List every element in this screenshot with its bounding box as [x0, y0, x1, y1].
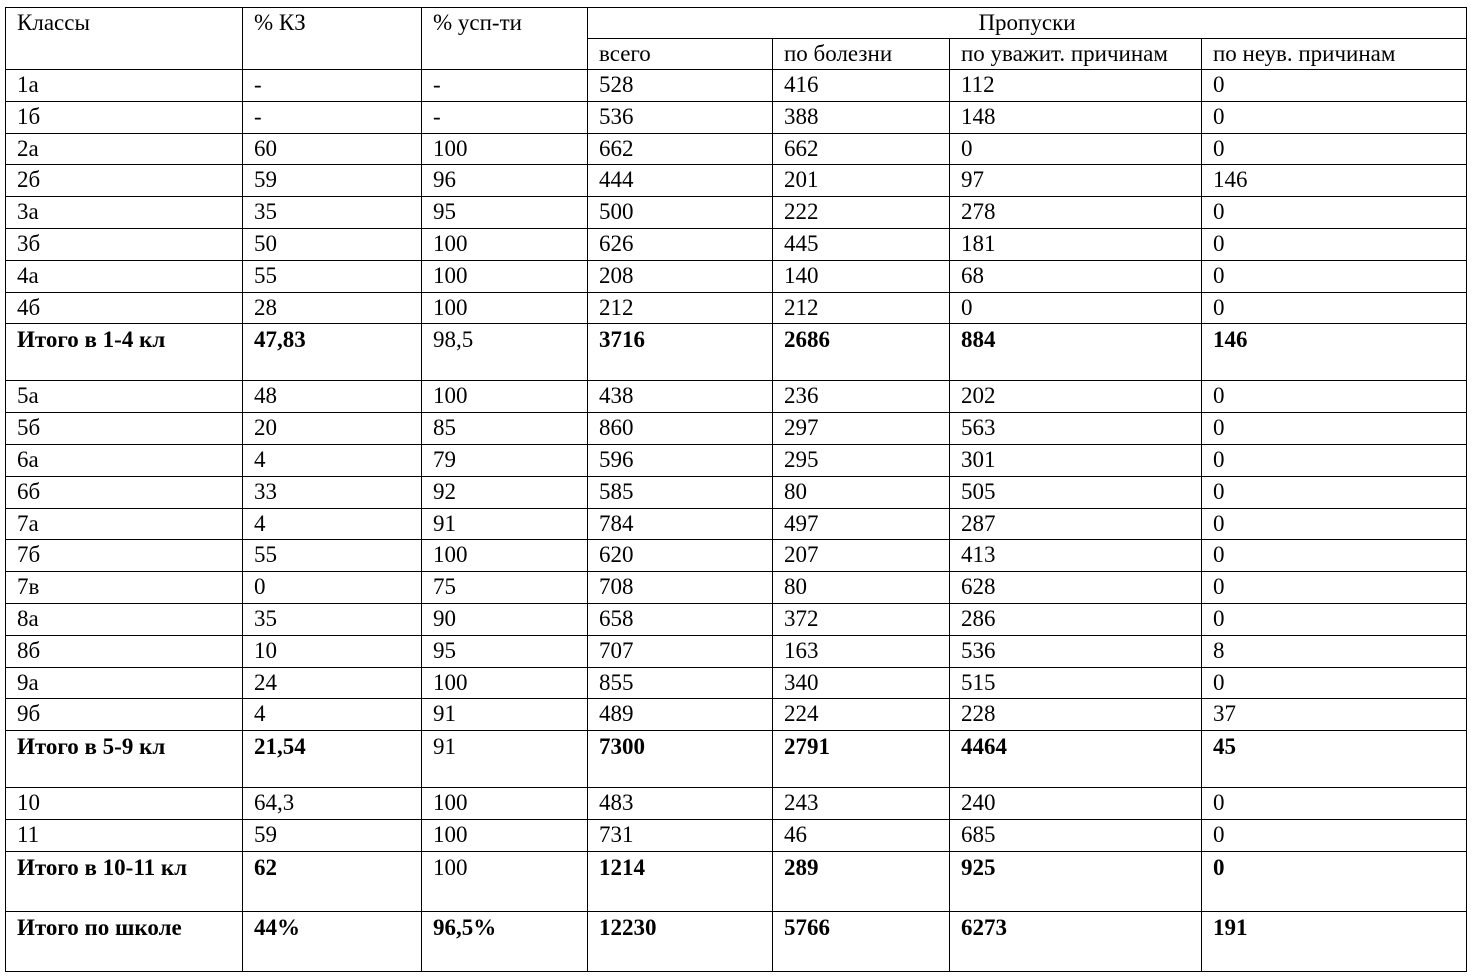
table-row [6, 228, 1467, 260]
kz-cell: 21,54 [243, 731, 422, 788]
class-cell: 3а [6, 197, 243, 229]
unexcused-cell: 0 [1202, 572, 1467, 604]
table-row [6, 819, 1467, 851]
kz-cell: 10 [243, 635, 422, 667]
total-cell: 860 [588, 413, 773, 445]
table-row [6, 572, 1467, 604]
unexcused-cell: 146 [1202, 324, 1467, 381]
success-cell: 92 [422, 476, 588, 508]
unexcused-cell: 0 [1202, 851, 1467, 911]
class-cell: Итого в 5-9 кл [6, 731, 243, 788]
excused-cell: 0 [950, 133, 1202, 165]
kz-cell: 4 [243, 444, 422, 476]
table-body [6, 70, 1467, 972]
illness-cell: 80 [773, 476, 950, 508]
total-cell: 707 [588, 635, 773, 667]
table-row [6, 70, 1467, 102]
class-cell: 11 [6, 819, 243, 851]
class-cell: 8а [6, 603, 243, 635]
illness-cell: 497 [773, 508, 950, 540]
total-cell: 626 [588, 228, 773, 260]
excused-cell: 202 [950, 381, 1202, 413]
class-cell: 7а [6, 508, 243, 540]
success-cell: 96,5% [422, 911, 588, 971]
illness-cell: 662 [773, 133, 950, 165]
header-illness: по болезни [773, 39, 950, 70]
illness-cell: 80 [773, 572, 950, 604]
excused-cell: 68 [950, 260, 1202, 292]
class-cell: Итого по школе [6, 911, 243, 971]
class-cell: 1а [6, 70, 243, 102]
class-cell: 3б [6, 228, 243, 260]
excused-cell: 301 [950, 444, 1202, 476]
kz-cell: 35 [243, 603, 422, 635]
success-cell: 91 [422, 699, 588, 731]
unexcused-cell: 0 [1202, 540, 1467, 572]
total-cell: 1214 [588, 851, 773, 911]
class-cell: 1б [6, 101, 243, 133]
kz-cell: 48 [243, 381, 422, 413]
excused-cell: 925 [950, 851, 1202, 911]
total-cell: 12230 [588, 911, 773, 971]
unexcused-cell: 191 [1202, 911, 1467, 971]
kz-cell: 44% [243, 911, 422, 971]
table-row [6, 165, 1467, 197]
unexcused-cell: 45 [1202, 731, 1467, 788]
excused-cell: 6273 [950, 911, 1202, 971]
table-row [6, 197, 1467, 229]
kz-cell: 59 [243, 819, 422, 851]
class-cell: 10 [6, 788, 243, 820]
table-row [6, 603, 1467, 635]
class-cell: 6б [6, 476, 243, 508]
illness-cell: 295 [773, 444, 950, 476]
kz-cell: 59 [243, 165, 422, 197]
total-cell: 489 [588, 699, 773, 731]
success-cell: 91 [422, 508, 588, 540]
unexcused-cell: 0 [1202, 197, 1467, 229]
unexcused-cell: 0 [1202, 476, 1467, 508]
total-cell: 585 [588, 476, 773, 508]
success-cell: 100 [422, 228, 588, 260]
class-cell: Итого в 10-11 кл [6, 851, 243, 911]
total-cell: 7300 [588, 731, 773, 788]
illness-cell: 212 [773, 292, 950, 324]
total-cell: 596 [588, 444, 773, 476]
kz-cell: - [243, 70, 422, 102]
illness-cell: 243 [773, 788, 950, 820]
table-row [6, 101, 1467, 133]
excused-cell: 181 [950, 228, 1202, 260]
success-cell: 100 [422, 292, 588, 324]
success-cell: - [422, 101, 588, 133]
unexcused-cell: 0 [1202, 133, 1467, 165]
total-cell: 438 [588, 381, 773, 413]
excused-cell: 278 [950, 197, 1202, 229]
illness-cell: 372 [773, 603, 950, 635]
illness-cell: 222 [773, 197, 950, 229]
illness-cell: 445 [773, 228, 950, 260]
unexcused-cell: 37 [1202, 699, 1467, 731]
table-row [6, 476, 1467, 508]
illness-cell: 2791 [773, 731, 950, 788]
excused-cell: 505 [950, 476, 1202, 508]
attendance-table [5, 7, 1467, 972]
table-row [6, 292, 1467, 324]
total-cell: 662 [588, 133, 773, 165]
header-total: всего [588, 39, 773, 70]
table-row [6, 540, 1467, 572]
excused-cell: 286 [950, 603, 1202, 635]
success-cell: 100 [422, 133, 588, 165]
illness-cell: 201 [773, 165, 950, 197]
illness-cell: 2686 [773, 324, 950, 381]
class-cell: 7б [6, 540, 243, 572]
excused-cell: 4464 [950, 731, 1202, 788]
success-cell: 100 [422, 260, 588, 292]
illness-cell: 163 [773, 635, 950, 667]
unexcused-cell: 0 [1202, 603, 1467, 635]
kz-cell: 35 [243, 197, 422, 229]
illness-cell: 46 [773, 819, 950, 851]
unexcused-cell: 146 [1202, 165, 1467, 197]
unexcused-cell: 0 [1202, 260, 1467, 292]
success-cell: 75 [422, 572, 588, 604]
excused-cell: 515 [950, 667, 1202, 699]
illness-cell: 207 [773, 540, 950, 572]
table-row [6, 260, 1467, 292]
illness-cell: 224 [773, 699, 950, 731]
success-cell: 91 [422, 731, 588, 788]
header-success: % усп-ти [422, 8, 588, 70]
kz-cell: 24 [243, 667, 422, 699]
success-cell: 100 [422, 788, 588, 820]
unexcused-cell: 0 [1202, 381, 1467, 413]
illness-cell: 140 [773, 260, 950, 292]
header-classes: Классы [6, 8, 243, 70]
class-cell: 8б [6, 635, 243, 667]
success-cell: - [422, 70, 588, 102]
success-cell: 85 [422, 413, 588, 445]
total-cell: 658 [588, 603, 773, 635]
excused-cell: 148 [950, 101, 1202, 133]
unexcused-cell: 0 [1202, 292, 1467, 324]
unexcused-cell: 0 [1202, 228, 1467, 260]
excused-cell: 228 [950, 699, 1202, 731]
kz-cell: 0 [243, 572, 422, 604]
total-cell: 731 [588, 819, 773, 851]
subtotal-row [6, 731, 1467, 788]
kz-cell: 62 [243, 851, 422, 911]
kz-cell: 4 [243, 508, 422, 540]
excused-cell: 536 [950, 635, 1202, 667]
excused-cell: 563 [950, 413, 1202, 445]
total-cell: 500 [588, 197, 773, 229]
unexcused-cell: 0 [1202, 508, 1467, 540]
excused-cell: 628 [950, 572, 1202, 604]
unexcused-cell: 0 [1202, 788, 1467, 820]
excused-cell: 240 [950, 788, 1202, 820]
class-cell: 5б [6, 413, 243, 445]
illness-cell: 416 [773, 70, 950, 102]
kz-cell: 4 [243, 699, 422, 731]
success-cell: 79 [422, 444, 588, 476]
success-cell: 90 [422, 603, 588, 635]
unexcused-cell: 0 [1202, 413, 1467, 445]
unexcused-cell: 0 [1202, 444, 1467, 476]
kz-cell: 60 [243, 133, 422, 165]
class-cell: 4а [6, 260, 243, 292]
unexcused-cell: 0 [1202, 667, 1467, 699]
subtotal-row [6, 851, 1467, 911]
success-cell: 95 [422, 197, 588, 229]
illness-cell: 340 [773, 667, 950, 699]
header-unexcused: по неув. причинам [1202, 39, 1467, 70]
table-row [6, 788, 1467, 820]
kz-cell: - [243, 101, 422, 133]
total-cell: 620 [588, 540, 773, 572]
excused-cell: 112 [950, 70, 1202, 102]
success-cell: 100 [422, 851, 588, 911]
table-row [6, 699, 1467, 731]
excused-cell: 685 [950, 819, 1202, 851]
class-cell: 2б [6, 165, 243, 197]
kz-cell: 55 [243, 260, 422, 292]
success-cell: 98,5 [422, 324, 588, 381]
class-cell: 5а [6, 381, 243, 413]
excused-cell: 413 [950, 540, 1202, 572]
kz-cell: 55 [243, 540, 422, 572]
header-absences: Пропуски [588, 8, 1467, 39]
success-cell: 100 [422, 819, 588, 851]
unexcused-cell: 0 [1202, 70, 1467, 102]
header-excused: по уважит. причинам [950, 39, 1202, 70]
table-row [6, 444, 1467, 476]
kz-cell: 64,3 [243, 788, 422, 820]
total-cell: 784 [588, 508, 773, 540]
excused-cell: 97 [950, 165, 1202, 197]
class-cell: 6а [6, 444, 243, 476]
class-cell: 2а [6, 133, 243, 165]
unexcused-cell: 0 [1202, 819, 1467, 851]
total-cell: 444 [588, 165, 773, 197]
kz-cell: 47,83 [243, 324, 422, 381]
total-cell: 528 [588, 70, 773, 102]
school-total-row [6, 911, 1467, 971]
header-row [6, 8, 1467, 39]
total-cell: 855 [588, 667, 773, 699]
illness-cell: 236 [773, 381, 950, 413]
total-cell: 708 [588, 572, 773, 604]
success-cell: 100 [422, 667, 588, 699]
kz-cell: 20 [243, 413, 422, 445]
excused-cell: 287 [950, 508, 1202, 540]
class-cell: 4б [6, 292, 243, 324]
total-cell: 208 [588, 260, 773, 292]
kz-cell: 50 [243, 228, 422, 260]
table-row [6, 133, 1467, 165]
illness-cell: 297 [773, 413, 950, 445]
illness-cell: 5766 [773, 911, 950, 971]
table-row [6, 413, 1467, 445]
excused-cell: 884 [950, 324, 1202, 381]
success-cell: 95 [422, 635, 588, 667]
table-row [6, 667, 1467, 699]
illness-cell: 388 [773, 101, 950, 133]
header-kz: % КЗ [243, 8, 422, 70]
total-cell: 483 [588, 788, 773, 820]
class-cell: Итого в 1-4 кл [6, 324, 243, 381]
table-row [6, 635, 1467, 667]
subtotal-row [6, 324, 1467, 381]
class-cell: 9а [6, 667, 243, 699]
unexcused-cell: 0 [1202, 101, 1467, 133]
unexcused-cell: 8 [1202, 635, 1467, 667]
success-cell: 100 [422, 540, 588, 572]
class-cell: 9б [6, 699, 243, 731]
class-cell: 7в [6, 572, 243, 604]
success-cell: 100 [422, 381, 588, 413]
total-cell: 3716 [588, 324, 773, 381]
total-cell: 536 [588, 101, 773, 133]
kz-cell: 33 [243, 476, 422, 508]
table-row [6, 381, 1467, 413]
success-cell: 96 [422, 165, 588, 197]
excused-cell: 0 [950, 292, 1202, 324]
table-row [6, 508, 1467, 540]
illness-cell: 289 [773, 851, 950, 911]
total-cell: 212 [588, 292, 773, 324]
kz-cell: 28 [243, 292, 422, 324]
